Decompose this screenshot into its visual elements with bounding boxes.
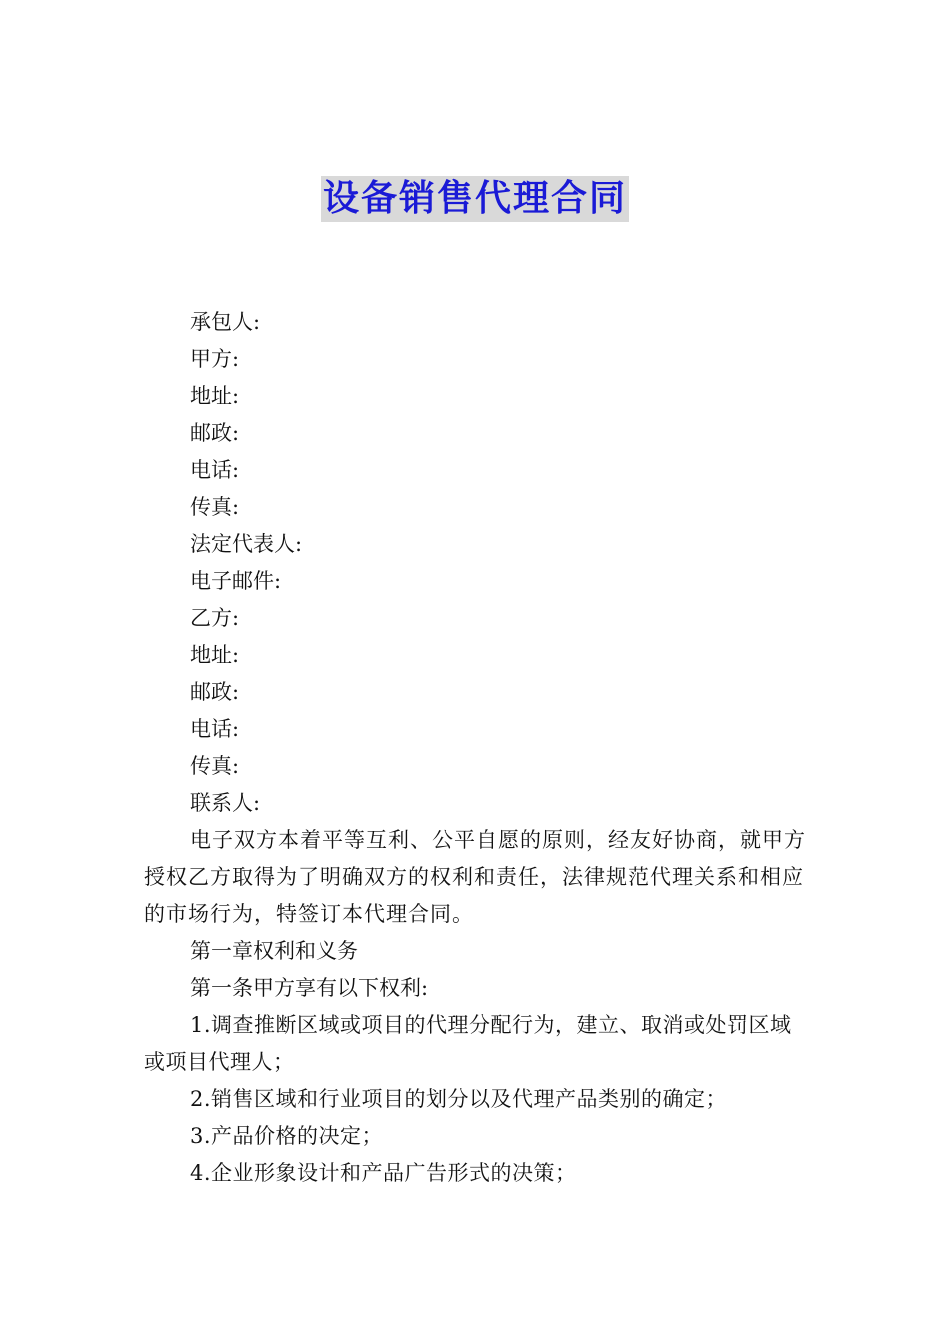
list-item: 3.产品价格的决定； bbox=[190, 1124, 384, 1148]
list-item: 2.销售区域和行业项目的划分以及代理产品类别的确定； bbox=[190, 1087, 728, 1111]
intro-paragraph: 电子双方本着平等互利、公平自愿的原则，经友好协商，就甲方授权乙方取得为了明确双方的权利和责任，法律规范代理关系和相应的市场行为，特签订本代理合同。 bbox=[144, 828, 806, 926]
field-party-a-fax: 传真: bbox=[190, 495, 240, 519]
list-item: 1.调查推断区域或项目的代理分配行为，建立、取消或处罚区域或项目代理人； bbox=[144, 1013, 792, 1074]
field-party-a: 甲方: bbox=[190, 347, 240, 371]
document-title: 设备销售代理合同 bbox=[321, 176, 629, 222]
chapter-heading: 第一章权利和义务 bbox=[190, 939, 358, 963]
list-item: 4.企业形象设计和产品广告形式的决策； bbox=[190, 1161, 577, 1185]
field-party-b-phone: 电话: bbox=[190, 717, 240, 741]
field-party-a-legal-rep: 法定代表人: bbox=[190, 532, 303, 556]
field-party-b-postal: 邮政: bbox=[190, 680, 240, 704]
field-party-b: 乙方: bbox=[190, 606, 240, 630]
document-body bbox=[144, 304, 808, 1192]
field-party-b-fax: 传真: bbox=[190, 754, 240, 778]
field-party-a-postal: 邮政: bbox=[190, 421, 240, 445]
field-party-b-contact: 联系人: bbox=[190, 791, 261, 815]
field-party-a-address: 地址: bbox=[190, 384, 240, 408]
field-party-b-address: 地址: bbox=[190, 643, 240, 667]
article-heading: 第一条甲方享有以下权利: bbox=[190, 976, 429, 1000]
title-container bbox=[0, 176, 950, 222]
field-party-a-phone: 电话: bbox=[190, 458, 240, 482]
field-party-a-email: 电子邮件: bbox=[190, 569, 282, 593]
field-contractor: 承包人: bbox=[190, 310, 261, 334]
